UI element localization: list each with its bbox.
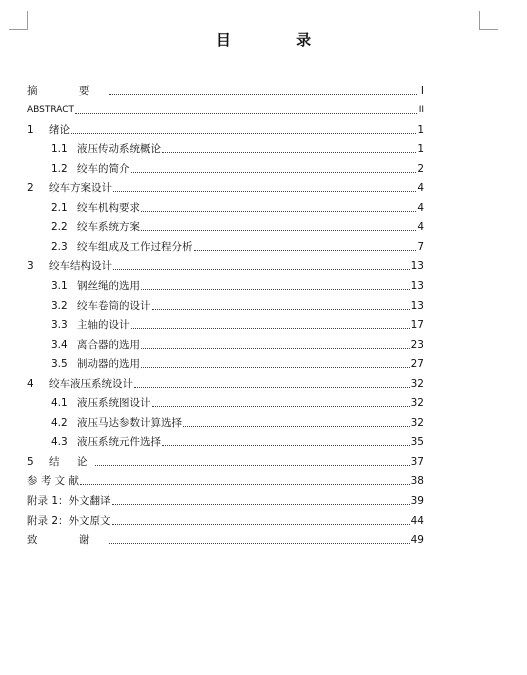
toc-entry-number: 4.1 — [51, 397, 68, 410]
toc-entry-number: 3.1 — [51, 280, 68, 293]
dot-leader — [112, 523, 410, 525]
toc-entry-number: 2.3 — [51, 240, 68, 253]
dot-leader — [112, 503, 410, 505]
toc-entry[interactable] — [27, 117, 424, 137]
dot-leader — [113, 268, 410, 270]
toc-entry-label: 附录 1：外文翻译 — [27, 495, 111, 508]
dot-leader — [141, 366, 410, 368]
toc-entry[interactable] — [27, 488, 424, 508]
toc-entry-page-number: I — [420, 84, 424, 97]
toc-entry-page-number: II — [418, 105, 424, 116]
toc-entry-page-number: 4 — [417, 221, 424, 234]
toc-entry[interactable] — [27, 254, 424, 274]
toc-entry-page-number: 2 — [417, 162, 424, 175]
dot-leader — [141, 210, 416, 212]
toc-entry-number: 2.2 — [51, 221, 68, 234]
toc-entry[interactable] — [27, 176, 424, 196]
dot-leader — [80, 483, 410, 485]
dot-leader — [194, 249, 417, 251]
toc-entry-page-number: 23 — [410, 338, 424, 351]
toc-entry-page-number: 1 — [417, 143, 424, 156]
dot-leader — [183, 425, 410, 427]
toc-entry[interactable] — [27, 528, 424, 548]
toc-entry-page-number: 32 — [410, 416, 424, 429]
toc-entry-number: 3.5 — [51, 358, 68, 371]
crop-mark-top-right — [479, 11, 498, 30]
table-of-contents — [27, 78, 424, 547]
toc-entry-page-number: 13 — [410, 280, 424, 293]
toc-entry-page-number: 38 — [410, 475, 424, 488]
toc-entry[interactable] — [27, 195, 424, 215]
toc-entry[interactable] — [27, 78, 424, 98]
toc-entry-page-number: 7 — [417, 240, 424, 253]
toc-entry-label: 液压马达参数计算选择 — [77, 416, 182, 429]
toc-entry-label: 参 考 文 献 — [27, 475, 80, 488]
toc-entry[interactable] — [27, 234, 424, 254]
toc-entry-number: 5 — [27, 455, 34, 468]
toc-entry[interactable] — [27, 449, 424, 469]
toc-entry[interactable] — [27, 332, 424, 352]
toc-entry[interactable] — [27, 273, 424, 293]
toc-entry[interactable] — [27, 430, 424, 450]
dot-leader — [152, 405, 410, 407]
toc-entry-label: 液压传动系统概论 — [77, 143, 161, 156]
toc-entry-number: 1.2 — [51, 162, 68, 175]
dot-leader — [134, 386, 410, 388]
toc-entry[interactable] — [27, 391, 424, 411]
toc-entry[interactable] — [27, 293, 424, 313]
toc-entry-label: 绞车方案设计 — [49, 182, 112, 195]
toc-entry-number: 4 — [27, 377, 34, 390]
toc-entry-number: 3 — [27, 260, 34, 273]
toc-entry-label: 主轴的设计 — [77, 319, 130, 332]
dot-leader — [71, 132, 416, 134]
toc-entry-number: 1.1 — [51, 143, 68, 156]
toc-entry[interactable] — [27, 313, 424, 333]
toc-entry-page-number: 37 — [410, 455, 424, 468]
crop-mark-top-left — [9, 11, 28, 30]
toc-entry-label: 钢丝绳的选用 — [77, 280, 140, 293]
toc-entry[interactable] — [27, 410, 424, 430]
toc-entry-number: 3.3 — [51, 319, 68, 332]
toc-entry-label: 绞车系统方案 — [77, 221, 140, 234]
page-title: 目 录 — [215, 31, 342, 49]
toc-entry-page-number: 49 — [410, 534, 424, 547]
toc-entry-label: 结 论 — [49, 455, 95, 468]
toc-entry-number: 3.2 — [51, 299, 68, 312]
dot-leader — [95, 464, 409, 466]
toc-entry-label: 液压系统元件选择 — [77, 436, 161, 449]
toc-entry-label: 绪论 — [49, 123, 70, 136]
toc-entry[interactable] — [27, 508, 424, 528]
dot-leader — [113, 190, 416, 192]
dot-leader — [109, 93, 417, 95]
toc-entry-page-number: 17 — [410, 319, 424, 332]
dot-leader — [75, 112, 417, 114]
toc-entry-label: 摘 要 — [27, 84, 109, 97]
dot-leader — [162, 444, 410, 446]
toc-entry[interactable] — [27, 215, 424, 235]
toc-entry-label: 绞车组成及工作过程分析 — [77, 240, 193, 253]
toc-entry-number: 4.2 — [51, 416, 68, 429]
dot-leader — [109, 542, 409, 544]
toc-entry-label: 附录 2：外文原文 — [27, 514, 111, 527]
toc-entry-number: 2 — [27, 182, 34, 195]
dot-leader — [141, 347, 410, 349]
dot-leader — [131, 171, 417, 173]
toc-entry-page-number: 4 — [417, 182, 424, 195]
dot-leader — [152, 308, 410, 310]
toc-entry[interactable] — [27, 352, 424, 372]
toc-entry-page-number: 39 — [410, 495, 424, 508]
toc-entry-label: 绞车卷筒的设计 — [77, 299, 151, 312]
toc-entry[interactable] — [27, 98, 424, 118]
dot-leader — [131, 327, 410, 329]
toc-entry-page-number: 27 — [410, 358, 424, 371]
toc-entry-label: 绞车的简介 — [77, 162, 130, 175]
toc-entry-page-number: 13 — [410, 299, 424, 312]
toc-entry-label: ABSTRACT — [27, 105, 75, 116]
toc-entry-page-number: 4 — [417, 201, 424, 214]
toc-entry-page-number: 1 — [417, 123, 424, 136]
toc-entry-label: 绞车结构设计 — [49, 260, 112, 273]
toc-entry-label: 致 谢 — [27, 534, 109, 547]
toc-entry-label: 绞车机构要求 — [77, 201, 140, 214]
toc-entry-page-number: 44 — [410, 514, 424, 527]
toc-entry-number: 1 — [27, 123, 34, 136]
toc-entry-number: 4.3 — [51, 436, 68, 449]
toc-entry[interactable] — [27, 156, 424, 176]
toc-entry-page-number: 35 — [410, 436, 424, 449]
toc-entry-page-number: 13 — [410, 260, 424, 273]
dot-leader — [141, 288, 410, 290]
dot-leader — [141, 229, 416, 231]
toc-entry-label: 液压系统图设计 — [77, 397, 151, 410]
dot-leader — [162, 151, 416, 153]
toc-entry[interactable] — [27, 371, 424, 391]
toc-entry-label: 绞车液压系统设计 — [49, 377, 133, 390]
toc-entry[interactable] — [27, 137, 424, 157]
toc-entry-number: 3.4 — [51, 338, 68, 351]
toc-entry-page-number: 32 — [410, 397, 424, 410]
toc-entry-page-number: 32 — [410, 377, 424, 390]
toc-entry-label: 制动器的选用 — [77, 358, 140, 371]
toc-entry-label: 离合器的选用 — [77, 338, 140, 351]
toc-entry-number: 2.1 — [51, 201, 68, 214]
toc-entry[interactable] — [27, 469, 424, 489]
